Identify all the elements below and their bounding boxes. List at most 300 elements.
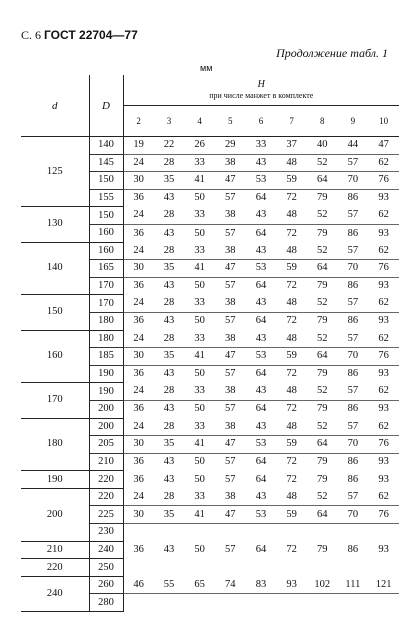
cell-H: 43 [163,456,175,468]
cell-H: 46 [123,576,154,594]
cell-H: 57 [225,403,236,415]
cell-H: 41 [184,436,215,454]
cell-H: 41 [184,172,215,190]
count-header-cell: 3 [154,106,185,137]
column-header-H-symbol: H [257,79,265,90]
cell-d: 240 [21,576,89,611]
cell-H: 86 [347,315,359,327]
cell-H [246,594,277,612]
cell-H: 47 [368,137,399,155]
cell-H: 30 [123,506,154,524]
cell-H: 57 [225,456,236,468]
cell-H: 86 [347,543,359,555]
cell-H: 76 [368,506,399,524]
unit-label: мм [200,63,213,73]
cell-H: 35 [154,260,185,278]
cell-H: 38 [215,330,246,348]
cell-H: 50 [194,192,205,204]
cell-H: 57 [225,192,236,204]
cell-D: 260 [89,576,123,594]
cell-H: 41 [184,348,215,366]
cell-H: 37 [276,137,307,155]
cell-H [215,594,246,612]
cell-H: 48 [276,242,307,260]
cell-H: 36 [133,227,144,239]
cell-D: 165 [89,260,123,278]
cell-H: 57 [225,227,236,239]
cell-H: 53 [246,348,277,366]
cell-H: 59 [276,172,307,190]
cell-H: 48 [276,488,307,506]
cell-H: 62 [368,488,399,506]
count-header-cell: 8 [307,106,338,137]
cell-H [246,524,277,542]
cell-H: 43 [246,330,277,348]
cell-D: 170 [89,277,123,295]
cell-D: 240 [89,541,123,559]
table-continuation-label: Продолжение табл. 1 [276,46,388,60]
cell-H: 33 [246,137,277,155]
cell-H: 50 [194,227,205,239]
cell-H: 35 [154,172,185,190]
cell-H: 22 [154,137,185,155]
cell-H: 48 [276,383,307,401]
cell-H: 52 [307,383,338,401]
cell-H: 64 [255,280,267,292]
cell-H: 28 [154,207,185,225]
table-row [21,559,399,577]
cell-H: 57 [225,543,236,555]
cell-H: 33 [184,383,215,401]
cell-H [215,559,246,577]
cell-H [276,559,307,577]
cell-d: 160 [21,330,89,383]
cell-H: 36 [133,543,144,555]
cell-H [276,594,307,612]
cell-H [154,559,185,577]
cell-H: 79 [317,403,328,415]
table-body [21,137,399,612]
cell-H: 38 [215,242,246,260]
cell-H: 59 [276,348,307,366]
cell-H: 52 [307,488,338,506]
cell-D: 155 [89,189,123,207]
column-header-H [123,75,399,106]
cell-H: 64 [307,172,338,190]
cell-H: 93 [378,280,389,292]
cell-H: 57 [225,473,236,485]
count-header-cell: 10 [368,106,399,137]
cell-D: 180 [89,312,123,330]
count-header-cell: 4 [184,106,215,137]
cell-H: 33 [184,207,215,225]
page-number: С. 6 [21,28,42,42]
cell-H: 57 [338,295,369,313]
cell-H: 26 [184,137,215,155]
cell-H: 64 [255,403,267,415]
cell-H: 43 [163,227,175,239]
cell-H: 43 [246,295,277,313]
cell-H: 33 [184,488,215,506]
cell-H: 43 [246,154,277,172]
cell-H: 47 [215,260,246,278]
cell-H: 33 [184,295,215,313]
cell-H: 50 [194,456,205,468]
cell-H [368,594,399,612]
cell-H: 24 [123,154,154,172]
cell-H: 70 [338,436,369,454]
cell-H [123,559,154,577]
cell-H: 36 [133,456,144,468]
cell-H: 64 [255,543,267,555]
cell-H [215,524,246,542]
cell-H: 35 [154,506,185,524]
cell-H: 62 [368,207,399,225]
cell-H [184,594,215,612]
cell-H: 38 [215,488,246,506]
cell-H: 86 [347,192,359,204]
cell-H: 93 [378,227,389,239]
cell-H: 76 [368,260,399,278]
cell-H: 43 [163,368,175,380]
cell-H: 57 [338,488,369,506]
table-row [21,383,399,401]
cell-H [307,524,338,542]
cell-D: 190 [89,383,123,401]
cell-d: 140 [21,242,89,295]
cell-H: 86 [347,403,359,415]
cell-H: 57 [338,242,369,260]
cell-H: 48 [276,295,307,313]
count-header-cell: 9 [338,106,369,137]
cell-d: 150 [21,295,89,330]
cell-H: 86 [347,368,359,380]
cell-D: 250 [89,559,123,577]
table-row [21,295,399,313]
cell-H: 43 [163,280,175,292]
table-row [21,330,399,348]
cell-H: 36 [133,280,144,292]
cell-H: 86 [347,227,359,239]
cell-H: 55 [154,576,185,594]
cell-H: 79 [317,315,328,327]
cell-H: 48 [276,154,307,172]
cell-H: 38 [215,154,246,172]
cell-H: 64 [255,227,267,239]
cell-H: 38 [215,207,246,225]
cell-H: 72 [286,473,297,485]
cell-H [307,559,338,577]
cell-d: 130 [21,207,89,242]
cell-H: 43 [246,488,277,506]
cell-H: 19 [123,137,154,155]
cell-H: 52 [307,242,338,260]
cell-H: 47 [215,436,246,454]
cell-H: 38 [215,383,246,401]
cell-H: 50 [194,368,205,380]
cell-H: 52 [307,330,338,348]
cell-H: 64 [255,456,267,468]
table-row [21,471,399,489]
cell-H [307,594,338,612]
cell-H: 57 [225,315,236,327]
cell-H: 86 [347,456,359,468]
cell-H: 79 [317,280,328,292]
cell-d: 220 [21,559,89,577]
cell-H: 43 [163,315,175,327]
cell-H: 48 [276,330,307,348]
cell-D: 230 [89,524,123,542]
count-header-cell: 7 [276,106,307,137]
cell-H: 33 [184,418,215,436]
cell-H: 72 [286,403,297,415]
cell-H: 76 [368,436,399,454]
cell-H: 72 [286,456,297,468]
cell-H: 62 [368,295,399,313]
cell-D: 200 [89,418,123,436]
cell-H: 76 [368,348,399,366]
cell-H: 72 [286,543,297,555]
cell-H: 70 [338,260,369,278]
cell-H: 36 [133,368,144,380]
cell-H: 76 [368,172,399,190]
cell-H: 50 [194,280,205,292]
cell-H: 43 [246,242,277,260]
cell-H: 57 [225,280,236,292]
cell-H: 65 [184,576,215,594]
cell-H: 57 [225,368,236,380]
cell-H [368,559,399,577]
standard-code: ГОСТ 22704—77 [44,28,138,42]
cell-H: 111 [338,576,369,594]
cell-d: 125 [21,137,89,207]
cell-H: 72 [286,315,297,327]
cell-H: 93 [378,543,389,555]
cell-H: 52 [307,418,338,436]
table-row [21,207,399,225]
cell-H: 24 [123,242,154,260]
cell-d: 210 [21,541,89,559]
cell-H: 43 [163,403,175,415]
cell-H: 79 [317,368,328,380]
cell-H: 43 [163,473,175,485]
cell-H: 35 [154,348,185,366]
cell-D: 150 [89,172,123,190]
cell-H: 50 [194,315,205,327]
table-row [21,242,399,260]
cell-H: 72 [286,192,297,204]
cell-H [368,524,399,542]
cell-H [154,594,185,612]
cell-H: 47 [215,506,246,524]
cell-H [123,594,154,612]
cell-H: 70 [338,506,369,524]
cell-H: 48 [276,207,307,225]
dimensions-table [21,75,399,612]
cell-H [154,524,185,542]
cell-H: 47 [215,348,246,366]
cell-D: 280 [89,594,123,612]
cell-H: 30 [123,436,154,454]
cell-H: 40 [307,137,338,155]
cell-H: 64 [255,315,267,327]
cell-H [338,559,369,577]
cell-H: 38 [215,295,246,313]
cell-H: 35 [154,436,185,454]
cell-H: 72 [286,368,297,380]
cell-d: 200 [21,488,89,541]
cell-H: 24 [123,418,154,436]
cell-H: 62 [368,418,399,436]
cell-D: 200 [89,400,123,418]
cell-D: 185 [89,348,123,366]
cell-H: 74 [215,576,246,594]
cell-H: 62 [368,242,399,260]
cell-H: 57 [338,418,369,436]
cell-H: 36 [133,473,144,485]
cell-H: 24 [123,295,154,313]
cell-H: 30 [123,348,154,366]
column-header-D: D [89,75,123,137]
table-row [21,541,399,559]
cell-H: 72 [286,227,297,239]
cell-H [123,524,154,542]
cell-H: 59 [276,506,307,524]
cell-d: 170 [21,383,89,418]
cell-H: 28 [154,295,185,313]
cell-H: 43 [246,383,277,401]
cell-H: 93 [378,368,389,380]
cell-H: 36 [133,315,144,327]
cell-H: 64 [307,506,338,524]
cell-H: 70 [338,348,369,366]
cell-H: 64 [307,260,338,278]
cell-H: 79 [317,543,328,555]
cell-H [184,524,215,542]
cell-H [184,559,215,577]
cell-H: 64 [255,192,267,204]
cell-H [338,524,369,542]
column-header-d: d [21,75,89,137]
cell-H: 52 [307,207,338,225]
cell-H: 64 [307,348,338,366]
cell-H: 93 [276,576,307,594]
table-row [21,488,399,506]
cell-H: 48 [276,418,307,436]
cell-H: 62 [368,383,399,401]
cell-H: 57 [338,154,369,172]
cell-H: 79 [317,192,328,204]
cell-D: 210 [89,453,123,471]
cell-H: 28 [154,242,185,260]
cell-H: 93 [378,456,389,468]
cell-H: 57 [338,207,369,225]
cell-H: 33 [184,154,215,172]
cell-H: 72 [286,280,297,292]
cell-D: 140 [89,137,123,155]
cell-H: 43 [163,543,175,555]
cell-H: 43 [246,207,277,225]
cell-H: 44 [338,137,369,155]
cell-H: 43 [163,192,175,204]
cell-H [338,594,369,612]
cell-H: 30 [123,260,154,278]
cell-H: 50 [194,403,205,415]
cell-D: 145 [89,154,123,172]
cell-H: 53 [246,506,277,524]
cell-H: 24 [123,330,154,348]
cell-H: 41 [184,506,215,524]
cell-H: 83 [246,576,277,594]
column-header-H-caption: при числе манжет в комплекте [209,91,314,100]
page-header [21,28,138,43]
cell-H: 28 [154,418,185,436]
cell-D: 225 [89,506,123,524]
cell-H: 62 [368,154,399,172]
cell-H: 33 [184,242,215,260]
cell-H: 93 [378,473,389,485]
cell-H [276,524,307,542]
cell-D: 205 [89,436,123,454]
cell-H: 28 [154,330,185,348]
cell-D: 220 [89,488,123,506]
cell-H: 64 [307,436,338,454]
cell-H: 28 [154,383,185,401]
cell-H: 121 [368,576,399,594]
cell-H: 79 [317,227,328,239]
cell-D: 220 [89,471,123,489]
count-header-cell: 2 [123,106,154,137]
cell-D: 150 [89,207,123,225]
table-row [21,418,399,436]
cell-H: 38 [215,418,246,436]
cell-D: 180 [89,330,123,348]
cell-H: 86 [347,473,359,485]
cell-H: 53 [246,172,277,190]
table-row [21,137,399,155]
cell-D: 190 [89,365,123,383]
cell-H: 36 [133,192,144,204]
cell-H: 57 [338,383,369,401]
count-header-cell: 6 [246,106,277,137]
cell-H: 93 [378,192,389,204]
cell-H: 57 [338,330,369,348]
cell-D: 170 [89,295,123,313]
cell-H: 102 [307,576,338,594]
cell-H: 53 [246,436,277,454]
cell-H: 24 [123,488,154,506]
count-header-cell: 5 [215,106,246,137]
cell-H: 79 [317,456,328,468]
cell-H: 43 [246,418,277,436]
cell-H: 62 [368,330,399,348]
table-row [21,576,399,594]
cell-d: 180 [21,418,89,471]
cell-H: 29 [215,137,246,155]
cell-H: 30 [123,172,154,190]
cell-H: 93 [378,315,389,327]
cell-H: 93 [378,403,389,415]
cell-H: 79 [317,473,328,485]
cell-H [246,559,277,577]
cell-H: 50 [194,473,205,485]
cell-H: 70 [338,172,369,190]
cell-H: 47 [215,172,246,190]
cell-H: 28 [154,154,185,172]
cell-H: 36 [133,403,144,415]
cell-D: 160 [89,224,123,242]
cell-H: 33 [184,330,215,348]
